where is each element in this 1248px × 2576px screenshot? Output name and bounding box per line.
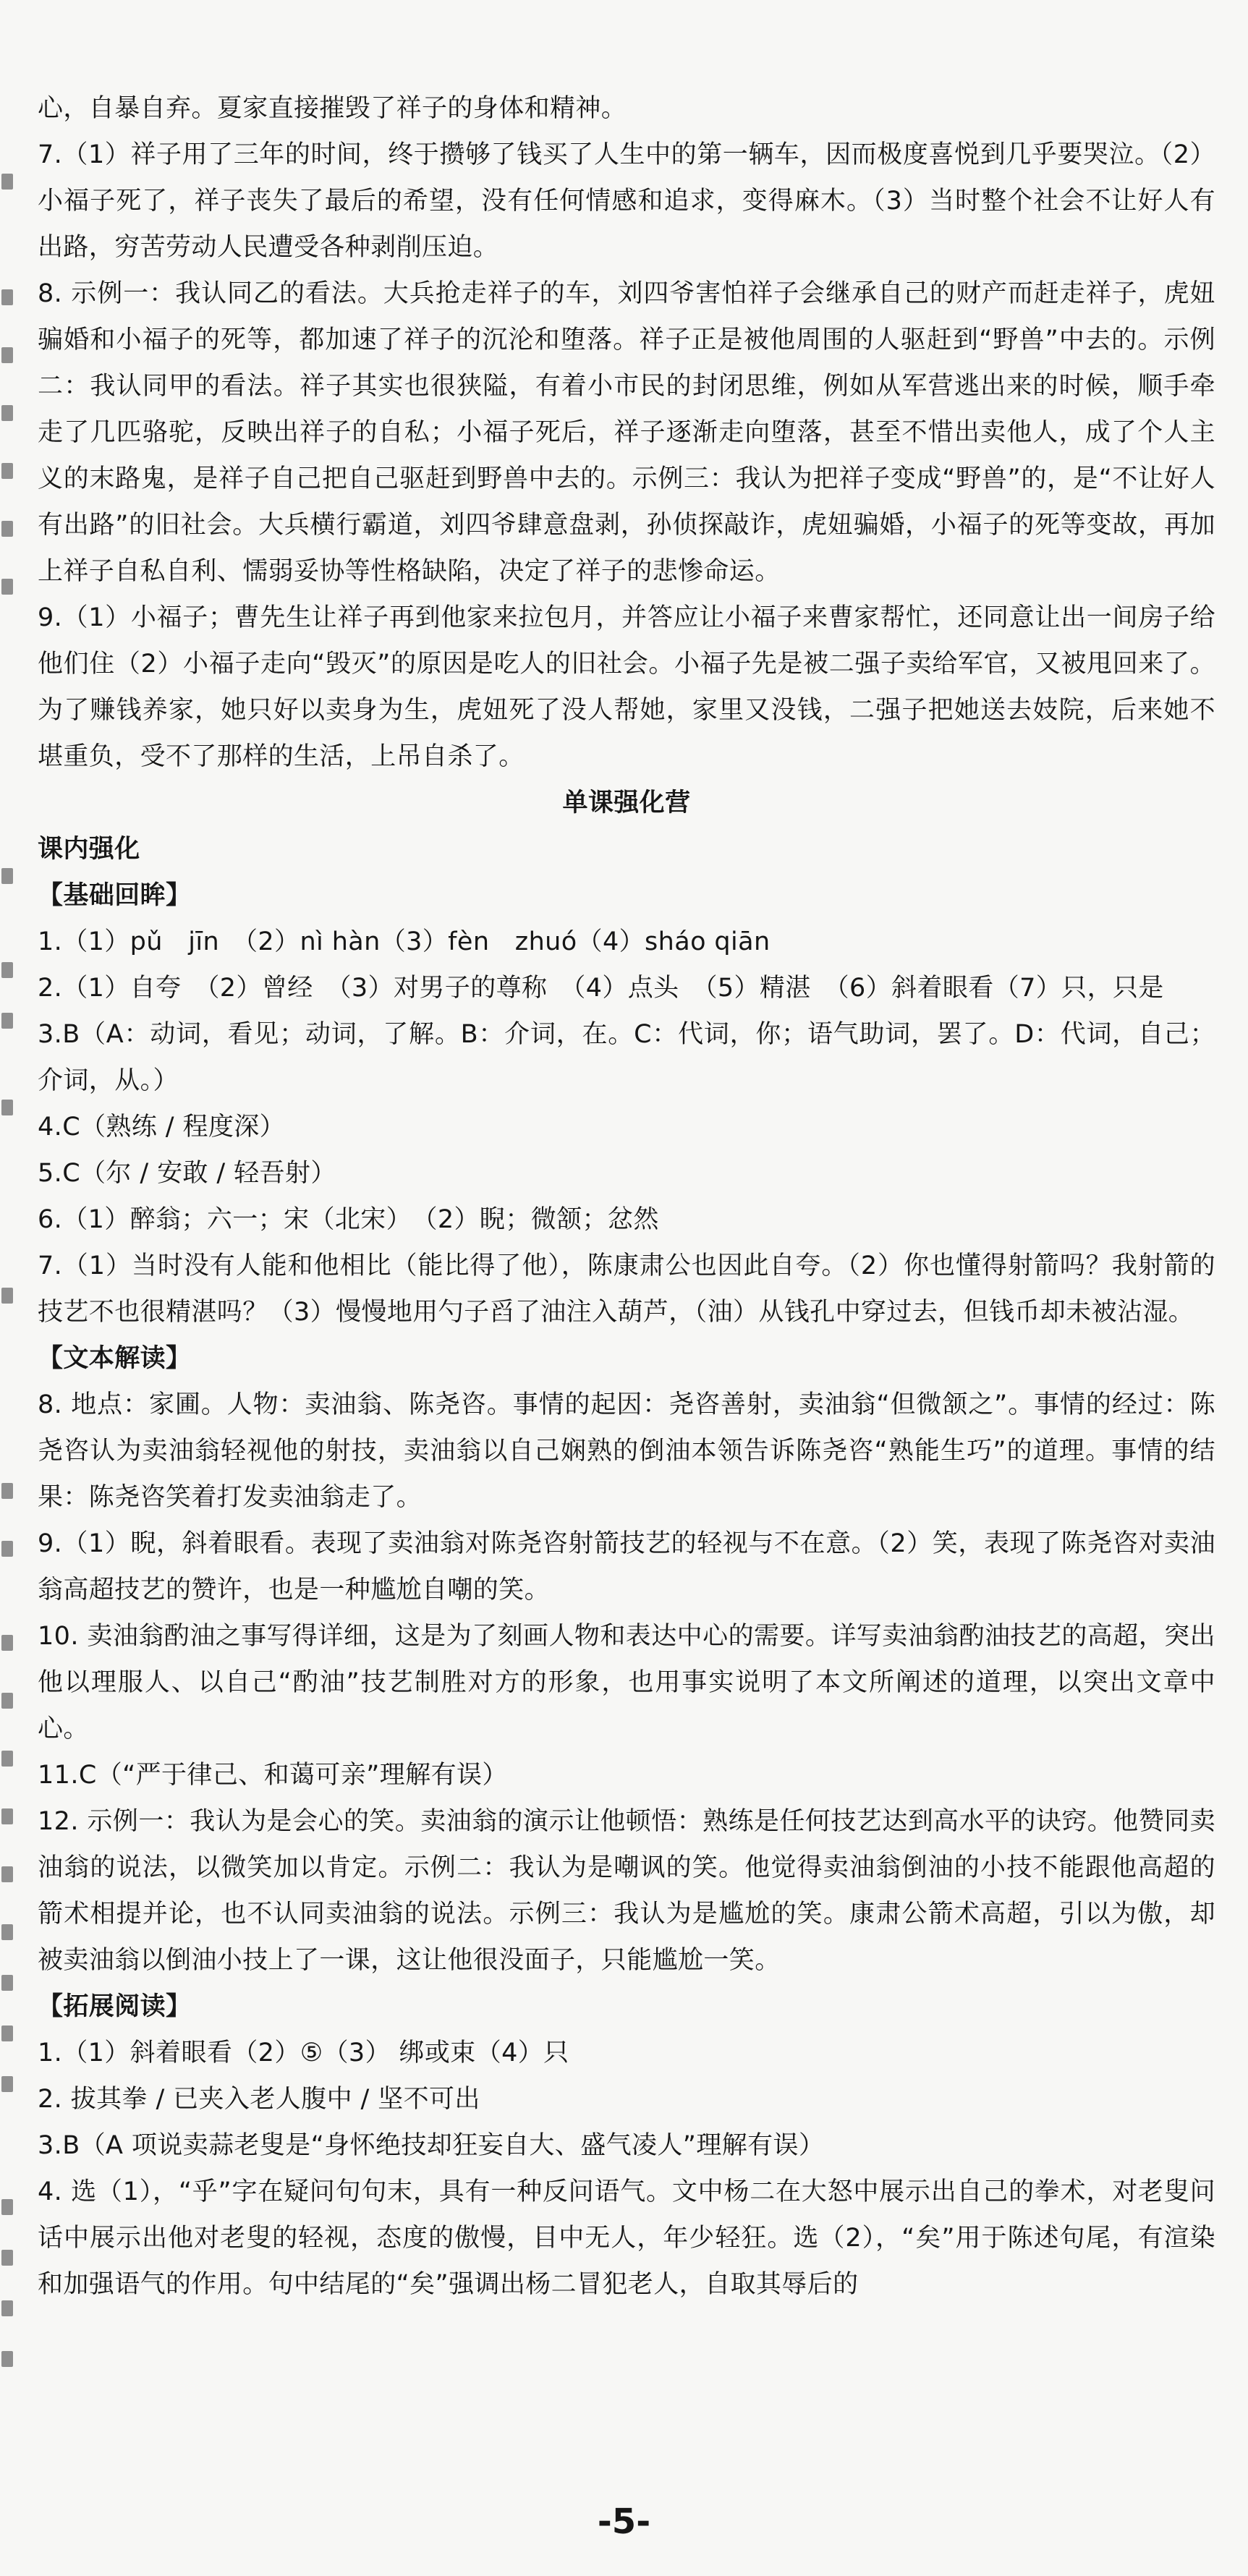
line-continuation: 心，自暴自弃。夏家直接摧毁了祥子的身体和精神。 <box>38 94 627 123</box>
reading-answer-8: 8. 地点：家圃。人物：卖油翁、陈尧咨。事情的起因：尧咨善射，卖油翁“但微颔之”。事情的经过：陈尧咨认为卖油翁轻视他的射技，卖油翁以自己娴熟的倒油本领告诉陈尧咨“熟能生巧”的道理。事情的结果：陈尧咨笑着打发卖油翁走了。 <box>38 1390 1215 1512</box>
basic-answer-3: 3.B（A：动词，看见；动词，了解。B：介词，在。C：代词，你；语气助词，罢了。D：代词，自己；介词，从。） <box>38 1020 1215 1095</box>
page-number: -5- <box>597 2501 651 2542</box>
reading-answer-10: 10. 卖油翁酌油之事写得详细，这是为了刻画人物和表达中心的需要。详写卖油翁酌油技艺的高超，突出他以理服人、以自己“酌油”技艺制胜对方的形象，也用事实说明了本文所阐述的道理，以突出文章中心。 <box>38 1622 1215 1743</box>
reading-answer-9: 9.（1）睨，斜着眼看。表现了卖油翁对陈尧咨射箭技艺的轻视与不在意。（2）笑，表现了陈尧咨对卖油翁高超技艺的赞许，也是一种尴尬自嘲的笑。 <box>38 1529 1215 1604</box>
subheading-text-reading: 【文本解读】 <box>38 1344 192 1373</box>
basic-answer-5: 5.C（尔 / 安敢 / 轻吾射） <box>38 1159 336 1188</box>
left-edge-bleed <box>0 0 17 2576</box>
extended-answer-4: 4. 选（1），“乎”字在疑问句句末，具有一种反问语气。文中杨二在大怒中展示出自己的拳术，对老叟问话中展示出他对老叟的轻视，态度的傲慢，目中无人，年少轻狂。选（2），“矣”用于陈述句尾，有渲染和加强语气的作用。句中结尾的“矣”强调出杨二冒犯老人，自取其辱后的 <box>38 2177 1215 2299</box>
subheading-basic-review: 【基础回眸】 <box>38 881 192 910</box>
basic-answer-4: 4.C（熟练 / 程度深） <box>38 1113 286 1142</box>
basic-answer-1: 1.（1）pǔ jīn （2）nì hàn（3）fèn zhuó（4）sháo qiān <box>38 927 771 956</box>
answer-page <box>38 85 1215 2308</box>
basic-answer-6: 6.（1）醉翁；六一；宋（北宋） （2）睨；微颔；忿然 <box>38 1205 659 1234</box>
answer-8: 8. 示例一：我认同乙的看法。大兵抢走祥子的车，刘四爷害怕祥子会继承自己的财产而赶走祥子，虎妞骗婚和小福子的死等，都加速了祥子的沉沦和堕落。祥子正是被他周围的人驱赶到“野兽”中去的。示例二：我认同甲的看法。祥子其实也很狭隘，有着小市民的封闭思维，例如从军营逃出来的时候，顺手牵走了几匹骆驼，反映出祥子的自私；小福子死后，祥子逐渐走向堕落，甚至不惜出卖他人，成了个人主义的末路鬼，是祥子自己把自己驱赶到野兽中去的。示例三：我认为把祥子变成“野兽”的，是“不让好人有出路”的旧社会。大兵横行霸道，刘四爷肆意盘剥，孙侦探敲诈，虎妞骗婚，小福子的死等变故，再加上祥子自私自利、懦弱妥协等性格缺陷，决定了祥子的悲惨命运。 <box>38 279 1215 586</box>
answer-7: 7.（1）祥子用了三年的时间，终于攒够了钱买了人生中的第一辆车，因而极度喜悦到几乎要哭泣。（2）小福子死了，祥子丧失了最后的希望，没有任何情感和追求，变得麻木。（3）当时整个社会不让好人有出路，穷苦劳动人民遭受各种剥削压迫。 <box>38 140 1215 262</box>
reading-answer-11: 11.C（“严于律己、和蔼可亲”理解有误） <box>38 1761 508 1790</box>
subheading-extended-reading: 【拓展阅读】 <box>38 1992 192 2021</box>
answer-9: 9.（1）小福子；曹先生让祥子再到他家来拉包月，并答应让小福子来曹家帮忙，还同意让出一间房子给他们住（2）小福子走向“毁灭”的原因是吃人的旧社会。小福子先是被二强子卖给军官，又被甩回来了。为了赚钱养家，她只好以卖身为生，虎妞死了没人帮她，家里又没钱，二强子把她送去妓院，后来她不堪重负，受不了那样的生活，上吊自杀了。 <box>38 603 1215 771</box>
section-heading-in-class: 课内强化 <box>38 835 140 864</box>
reading-answer-12: 12. 示例一：我认为是会心的笑。卖油翁的演示让他顿悟：熟练是任何技艺达到高水平的诀窍。他赞同卖油翁的说法，以微笑加以肯定。示例二：我认为是嘲讽的笑。他觉得卖油翁倒油的小技不能跟他高超的箭术相提并论，也不认同卖油翁的说法。示例三：我认为是尴尬的笑。康肃公箭术高超，引以为傲，却被卖油翁以倒油小技上了一课，这让他很没面子，只能尴尬一笑。 <box>38 1807 1215 1975</box>
basic-answer-7: 7.（1）当时没有人能和他相比（能比得了他），陈康肃公也因此自夸。（2）你也懂得射箭吗？我射箭的技艺不也很精湛吗？（3）慢慢地用勺子舀了油注入葫芦，（油）从钱孔中穿过去，但钱币却未被沾湿。 <box>38 1251 1215 1327</box>
extended-answer-2: 2. 拔其拳 / 已夹入老人腹中 / 坚不可出 <box>38 2085 480 2114</box>
section-title: 单课强化营 <box>562 788 691 817</box>
basic-answer-2: 2.（1）自夸 （2）曾经 （3）对男子的尊称 （4）点头 （5）精湛 （6）斜着眼看（7）只，只是 <box>38 974 1164 1003</box>
extended-answer-1: 1.（1）斜着眼看（2）⑤（3） 绑或束（4）只 <box>38 2039 569 2067</box>
extended-answer-3: 3.B（A 项说卖蒜老叟是“身怀绝技却狂妄自大、盛气凌人”理解有误） <box>38 2131 825 2160</box>
